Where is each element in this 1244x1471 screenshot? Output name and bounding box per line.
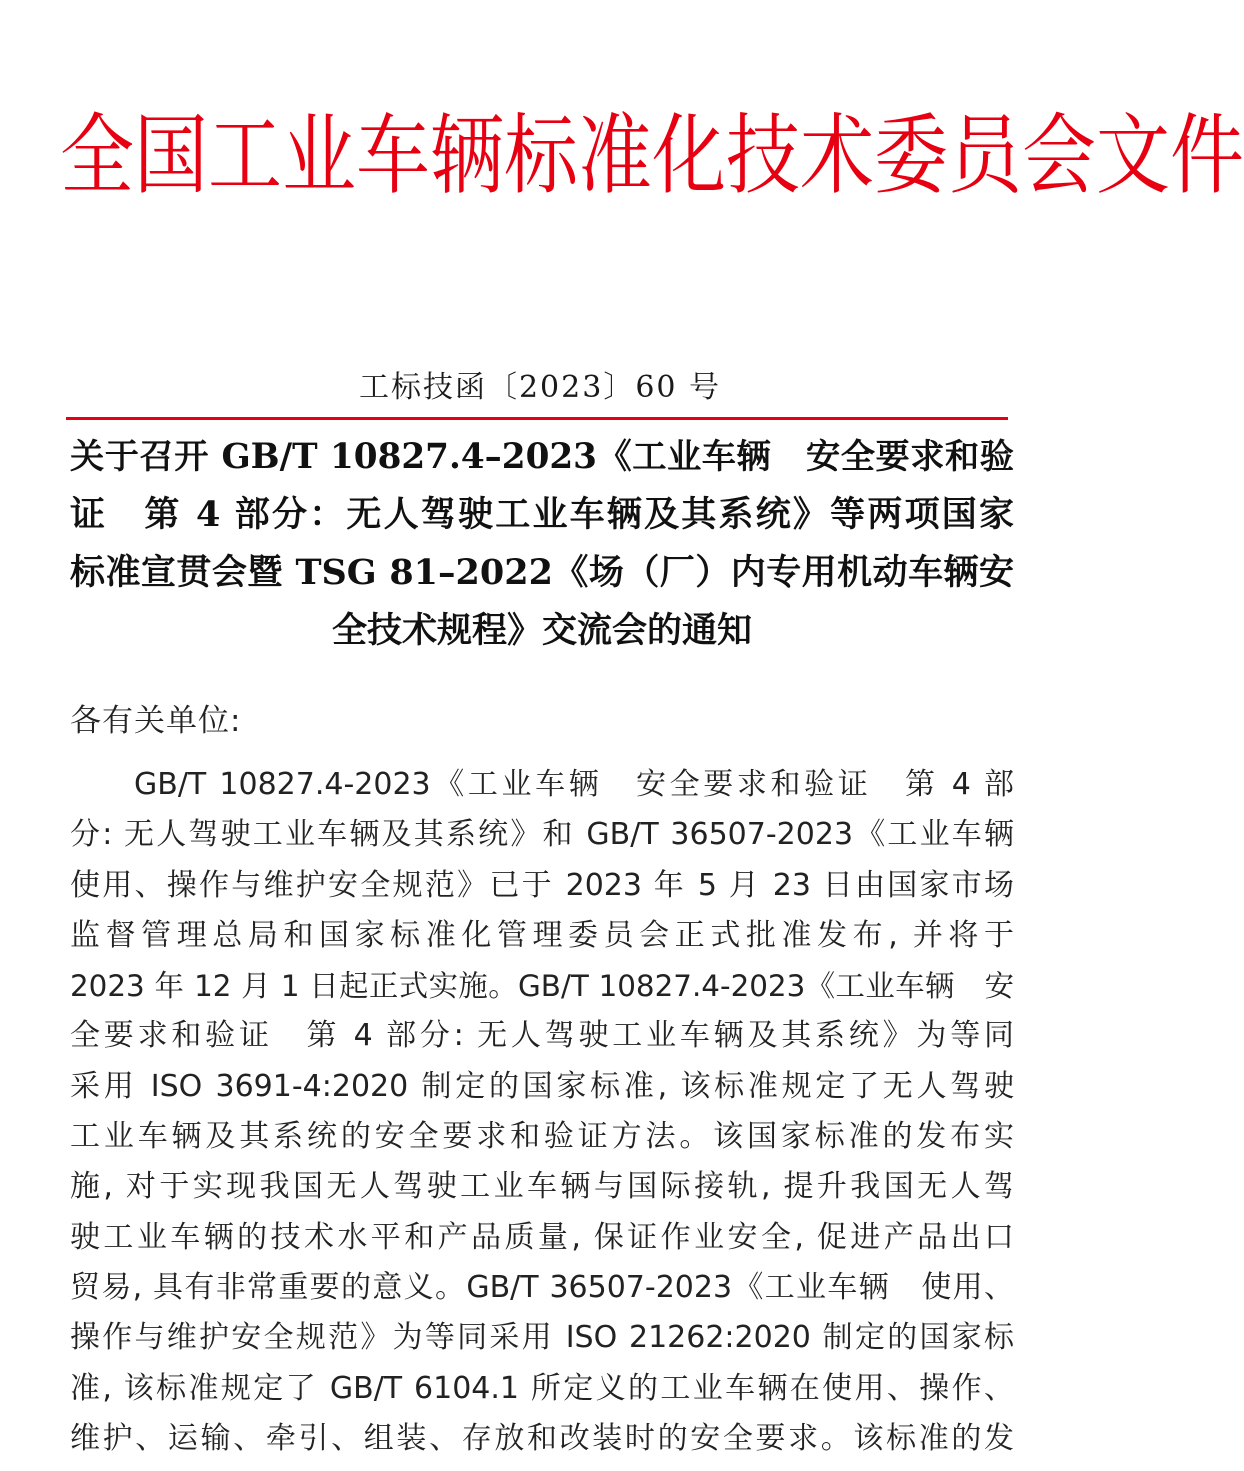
masthead-title: 全国工业车辆标准化技术委员会文件 bbox=[60, 105, 1244, 207]
document-number: 工标技函〔2023〕60 号 bbox=[358, 370, 722, 405]
red-divider-rule bbox=[66, 417, 1008, 420]
body-line: 维护、运输、牵引、组装、存放和改装时的安全要求。该标准的发 bbox=[70, 1420, 1014, 1456]
body-line: 分: 无人驾驶工业车辆及其系统》和 GB/T 36507-2023《工业车辆 bbox=[70, 817, 1014, 853]
body-line: 操作与维护安全规范》为等同采用 ISO 21262:2020 制定的国家标 bbox=[70, 1320, 1014, 1356]
body-line: 施, 对于实现我国无人驾驶工业车辆与国际接轨, 提升我国无人驾 bbox=[70, 1169, 1014, 1205]
body-line: 准, 该标准规定了 GB/T 6104.1 所定义的工业车辆在使用、操作、 bbox=[70, 1370, 1014, 1406]
body-paragraph bbox=[70, 760, 1014, 1464]
title-line: 标准宣贯会暨 TSG 81–2022《场（厂）内专用机动车辆安 bbox=[70, 552, 1014, 593]
body-line: 全要求和验证 第 4 部分: 无人驾驶工业车辆及其系统》为等同 bbox=[70, 1018, 1014, 1054]
body-line: 采用 ISO 3691-4:2020 制定的国家标准, 该标准规定了无人驾驶 bbox=[70, 1068, 1014, 1104]
body-line: 工业车辆及其系统的安全要求和验证方法。该国家标准的发布实 bbox=[70, 1119, 1014, 1155]
title-line: 证 第 4 部分：无人驾驶工业车辆及其系统》等两项国家 bbox=[70, 494, 1014, 535]
body-line: 2023 年 12 月 1 日起正式实施。GB/T 10827.4-2023《工业车辆 安 bbox=[70, 969, 1014, 1004]
title-line: 全技术规程》交流会的通知 bbox=[331, 610, 752, 651]
body-line: GB/T 10827.4-2023《工业车辆 安全要求和验证 第 4 部 bbox=[134, 767, 1014, 802]
salutation: 各有关单位: bbox=[70, 703, 242, 739]
notice-title bbox=[70, 428, 1014, 660]
body-line: 使用、操作与维护安全规范》已于 2023 年 5 月 23 日由国家市场 bbox=[70, 867, 1014, 903]
title-line: 关于召开 GB/T 10827.4–2023《工业车辆 安全要求和验 bbox=[70, 437, 1014, 477]
body-line: 驶工业车辆的技术水平和产品质量, 保证作业安全, 促进产品出口 bbox=[70, 1219, 1014, 1255]
body-line: 监督管理总局和国家标准化管理委员会正式批准发布, 并将于 bbox=[70, 917, 1014, 953]
body-line: 贸易, 具有非常重要的意义。GB/T 36507-2023《工业车辆 使用、 bbox=[70, 1269, 1014, 1305]
